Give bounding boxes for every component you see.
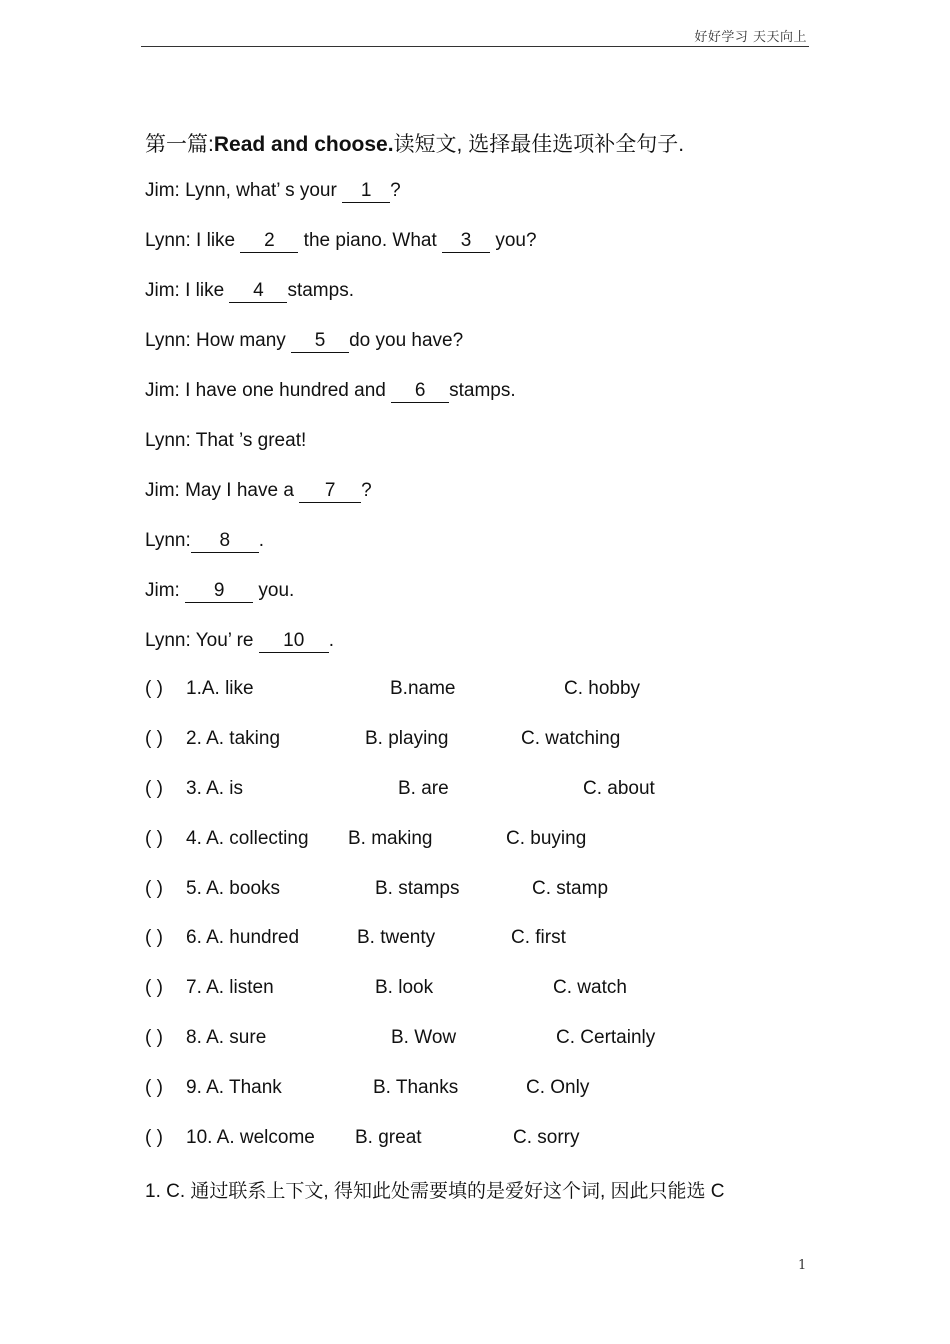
option-b: B. look xyxy=(375,977,434,998)
dialogue-line-2 xyxy=(145,230,537,253)
option-a: 1.A. like xyxy=(186,678,254,699)
option-b: B. stamps xyxy=(375,878,460,899)
option-c: C. buying xyxy=(506,828,587,849)
option-b: B. Thanks xyxy=(373,1077,459,1098)
option-a: 8. A. sure xyxy=(186,1027,267,1048)
line-text: Lynn: xyxy=(145,530,191,551)
line-text: Jim: I have one hundred and xyxy=(145,380,392,401)
answer-paren: ( ) xyxy=(145,678,163,699)
option-b: B. playing xyxy=(365,728,449,749)
option-a: 3. A. is xyxy=(186,778,244,799)
option-b: B. Wow xyxy=(391,1027,457,1048)
line-text: you? xyxy=(490,230,537,251)
line-text: Jim: Lynn, what’ s your xyxy=(145,180,343,201)
option-c: C. sorry xyxy=(513,1127,580,1148)
answer-explanation: 1. C. 通过联系上下文, 得知此处需要填的是爱好这个词, 因此只能选 C xyxy=(145,1181,725,1202)
option-c: C. about xyxy=(583,778,655,799)
dialogue-line-7 xyxy=(145,480,372,503)
option-c: C. Only xyxy=(526,1077,590,1098)
blank-5: 5 xyxy=(291,330,349,353)
line-text: ? xyxy=(361,480,372,501)
dialogue-line-5 xyxy=(145,380,516,403)
line-text: . xyxy=(328,630,335,651)
option-a: 7. A. listen xyxy=(186,977,274,998)
page-header xyxy=(141,22,809,47)
line-text: Lynn: That ’s great! xyxy=(145,430,307,451)
line-text: Lynn: You’ re xyxy=(145,630,259,651)
blank-9: 9 xyxy=(185,580,253,603)
blank-2: 2 xyxy=(240,230,298,253)
blank-3: 3 xyxy=(442,230,490,253)
option-b: B. great xyxy=(355,1127,422,1148)
option-a: 5. A. books xyxy=(186,878,281,899)
answer-paren: ( ) xyxy=(145,828,163,849)
title-bold: Read and choose. xyxy=(213,133,394,156)
answer-paren: ( ) xyxy=(145,1077,163,1098)
dialogue-line-6 xyxy=(145,430,306,452)
option-b: B.name xyxy=(390,678,456,699)
section-title xyxy=(145,128,684,158)
option-c: C. watching xyxy=(521,728,621,749)
option-c: C. stamp xyxy=(532,878,609,899)
answer-paren: ( ) xyxy=(145,977,163,998)
answer-paren: ( ) xyxy=(145,878,163,899)
option-c: C. Certainly xyxy=(556,1027,656,1048)
option-a: 6. A. hundred xyxy=(186,927,300,948)
blank-7: 7 xyxy=(299,480,361,503)
line-text: ? xyxy=(390,180,401,201)
option-a: 2. A. taking xyxy=(186,728,281,749)
page-number: 1 xyxy=(798,1258,807,1273)
blank-6: 6 xyxy=(391,380,449,403)
answer-paren: ( ) xyxy=(145,728,163,749)
blank-10: 10 xyxy=(259,630,329,653)
option-a: 4. A. collecting xyxy=(186,828,309,849)
option-a: 9. A. Thank xyxy=(186,1077,282,1098)
line-text: stamps. xyxy=(449,380,516,401)
title-prefix: 第一篇: xyxy=(145,133,214,156)
blank-1: 1 xyxy=(342,180,390,203)
line-text: Lynn: How many xyxy=(145,330,292,351)
option-b: B. are xyxy=(398,778,449,799)
line-text: do you have? xyxy=(349,330,464,351)
dialogue-line-1 xyxy=(145,180,401,203)
dialogue-line-10 xyxy=(145,630,334,653)
answer-paren: ( ) xyxy=(145,1127,163,1148)
line-text: Lynn: I like xyxy=(145,230,241,251)
dialogue-line-3 xyxy=(145,280,354,303)
option-a: 10. A. welcome xyxy=(186,1127,315,1148)
title-suffix: 读短文, 选择最佳选项补全句子. xyxy=(393,133,685,156)
dialogue-line-8 xyxy=(145,530,264,553)
option-b: B. twenty xyxy=(357,927,436,948)
answer-paren: ( ) xyxy=(145,1027,163,1048)
option-c: C. hobby xyxy=(564,678,641,699)
line-text: Jim: May I have a xyxy=(145,480,300,501)
dialogue-line-9 xyxy=(145,580,294,603)
option-c: C. first xyxy=(511,927,566,948)
header-motto: 好好学习 天天向上 xyxy=(694,30,807,45)
line-text: Jim: I like xyxy=(145,280,230,301)
line-text: Jim: xyxy=(145,580,186,601)
option-b: B. making xyxy=(348,828,433,849)
dialogue-line-4 xyxy=(145,330,463,353)
line-text: . xyxy=(258,530,265,551)
blank-4: 4 xyxy=(229,280,287,303)
answer-paren: ( ) xyxy=(145,927,163,948)
answer-paren: ( ) xyxy=(145,778,163,799)
option-c: C. watch xyxy=(553,977,627,998)
line-text: the piano. What xyxy=(298,230,443,251)
line-text: stamps. xyxy=(287,280,354,301)
line-text: you. xyxy=(253,580,295,601)
blank-8: 8 xyxy=(191,530,259,553)
